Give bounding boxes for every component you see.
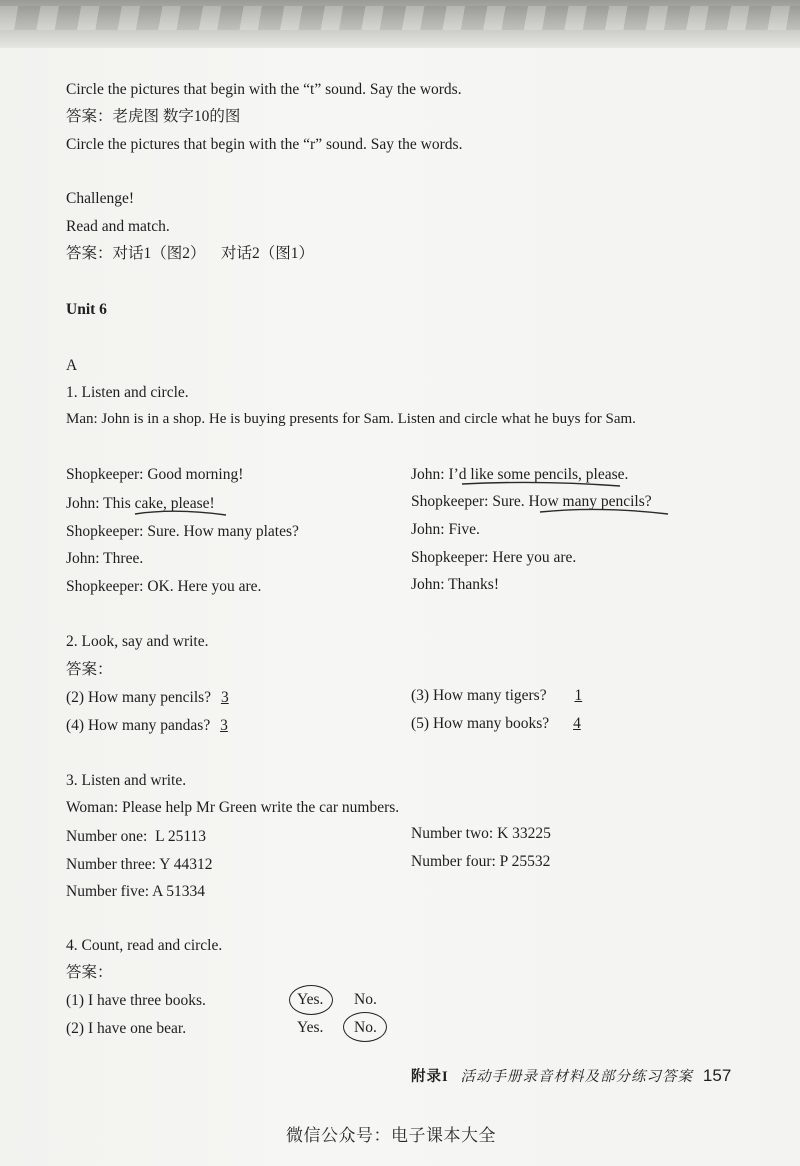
q4-yes-option: Yes. [297, 1019, 324, 1036]
pen-underline [540, 509, 668, 514]
match-answer: 答案：对话1（图2） 对话2（图1） [66, 245, 315, 262]
t-sound-answer: 答案：老虎图 数字10的图 [66, 108, 241, 125]
q2-answer: 3 [220, 717, 228, 734]
q4-yes-option: Yes. [297, 991, 324, 1008]
dialogue-line: John: Five. [411, 521, 480, 538]
watermark: 微信公众号：电子课本大全 [286, 1126, 496, 1145]
q4-no-option: No. [354, 991, 377, 1008]
dialogue-line: Shopkeeper: Here you are. [411, 549, 577, 566]
appendix-title: 活动手册录音材料及部分练习答案 [460, 1069, 694, 1085]
dialogue-line: Shopkeeper: Good morning! [66, 466, 244, 483]
q4-statement: (2) I have one bear. [66, 1020, 187, 1037]
q3-intro: Woman: Please help Mr Green write the car numbers. [66, 799, 400, 816]
dialogue-line: Shopkeeper: OK. Here you are. [66, 578, 262, 595]
answer-circle [343, 1012, 387, 1042]
q2-answer: 4 [573, 715, 581, 732]
q3-title: 3. Listen and write. [66, 772, 187, 789]
section-a-heading: A [66, 357, 78, 374]
dialogue-line: Shopkeeper: Sure. How many plates? [66, 523, 299, 540]
car-number: Number five: A 51334 [66, 883, 206, 900]
q2-question: (2) How many pencils? [66, 689, 212, 706]
q1-intro: Man: John is in a shop. He is buying presents for Sam. Listen and circle what he buys for Sam. [66, 411, 636, 427]
dialogue-line: John: I’d like some pencils, please. [411, 466, 629, 483]
q2-item [66, 718, 228, 734]
read-match-instruction: Read and match. [66, 218, 170, 235]
dialogue-line: Shopkeeper: Sure. How many pencils? [411, 493, 652, 510]
q2-question: (5) How many books? [411, 715, 550, 732]
q1-title: 1. Listen and circle. [66, 384, 189, 401]
q4-statement: (1) I have three books. [66, 992, 206, 1009]
dialogue-line: John: This cake, please! [66, 495, 215, 512]
challenge-heading: Challenge! [66, 190, 135, 207]
q4-answer-label: 答案： [66, 964, 113, 981]
unit-title: Unit 6 [66, 301, 107, 318]
q2-item [66, 690, 229, 706]
car-number: Number two: K 33225 [411, 825, 551, 842]
answer-circle [289, 985, 333, 1015]
q2-question: (4) How many pandas? [66, 717, 211, 734]
car-number: Number four: P 25532 [411, 853, 551, 870]
q2-item [411, 716, 581, 732]
q2-answer-label: 答案： [66, 661, 113, 678]
q2-question: (3) How many tigers? [411, 687, 547, 704]
dialogue-line: John: Thanks! [411, 576, 499, 593]
q4-no-option: No. [354, 1019, 377, 1036]
q2-answer: 3 [220, 689, 229, 706]
car-number: Number one: L 25113 [66, 828, 207, 845]
q2-answer: 1 [574, 687, 583, 704]
q4-title: 4. Count, read and circle. [66, 937, 223, 954]
car-number: Number three: Y 44312 [66, 856, 213, 873]
r-sound-instruction: Circle the pictures that begin with the “r” sound. Say the words. [66, 136, 463, 153]
page-number: 157 [702, 1066, 732, 1085]
appendix-label: 附录I [411, 1069, 449, 1085]
t-sound-instruction: Circle the pictures that begin with the “t” sound. Say the words. [66, 81, 462, 98]
dialogue-line: John: Three. [66, 550, 144, 567]
pen-underline [135, 511, 226, 515]
q2-title: 2. Look, say and write. [66, 633, 209, 650]
page-footer [411, 1067, 731, 1085]
q2-item [411, 688, 582, 704]
pen-underline [462, 482, 620, 486]
